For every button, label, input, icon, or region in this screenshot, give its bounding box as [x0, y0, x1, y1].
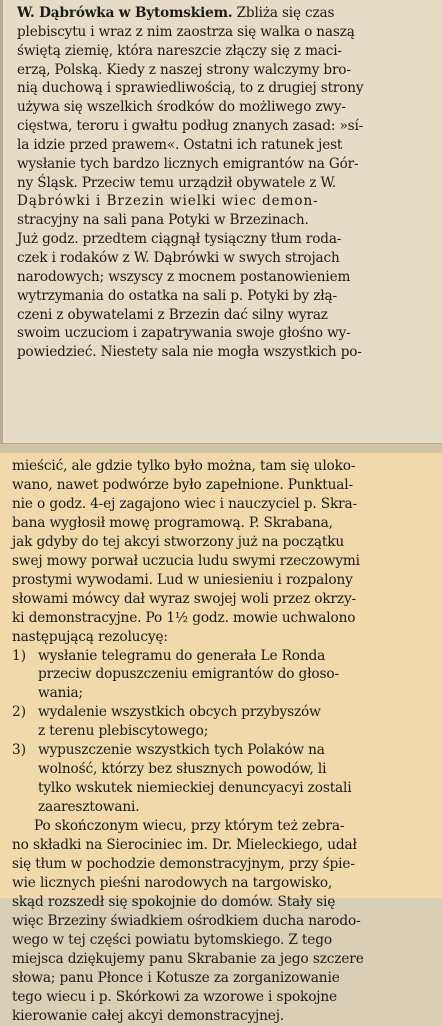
text-line: wytrzymania do ostatka na sali p. Potyki by złą- — [17, 287, 337, 304]
text-line: plebiscytu i wraz z nim zaostrza się walka o naszą — [17, 23, 355, 40]
text-line: mieścić, ale gdzie tylko było można, tam się uloko- — [12, 458, 356, 474]
text-line: Już godz. przedtem ciągnął tysiączny tłum roda- — [17, 231, 342, 248]
text-line: skąd rozszedł się spokojnie do domów. Stały się — [12, 893, 336, 910]
text-line: bana wygłosił mowę programową. P. Skrabana, — [12, 514, 333, 531]
text-line: powiedzieć. Niestety sala nie mogła wszystkich po- — [17, 344, 362, 361]
text-line: nie o godz. 4-ej zagajono wiec i nauczyciel p. Skra- — [12, 495, 358, 512]
text-line: czeni z obywatelami z Brzezin dać silny wyraz — [17, 306, 328, 323]
text-line: słowa; panu Płonce i Kotusze za zorganizowanie — [12, 969, 340, 986]
article-paragraph-top — [17, 4, 436, 362]
text-line: wydalenie wszystkich obcych przybyszów — [38, 704, 321, 721]
text-line: następującą rezolucyę: — [12, 628, 168, 645]
text-line: więc Brzeziny świadkiem ośrodkiem ducha narodo- — [12, 912, 361, 929]
text-line: Po skończonym wiecu, przy którym też zebra- — [34, 818, 345, 835]
text-line: się tłum w pochodzie demonstracyjnym, przy śpie- — [12, 856, 355, 873]
text-line: narodowych; wszyscy z mocnem postanowieniem — [17, 268, 351, 285]
resolution-number: 1) — [12, 647, 27, 664]
article-paragraph-closing — [12, 817, 434, 1025]
headline-rest: Zbliża się czas — [232, 5, 335, 21]
text-line: przeciw dopuszczeniu emigrantów do głoso- — [38, 666, 339, 683]
text-line: Dąbrówki i Brzezin wielki wiec demon- — [17, 193, 319, 210]
text-line: wypuszczenie wszystkich tych Polaków na — [38, 742, 325, 759]
text-line: wego w tej części powiatu bytomskiego. Z tego — [12, 931, 332, 948]
text-line: ki demonstracyjne. Po 1½ godz. mowie uchwalono — [12, 609, 356, 626]
text-line: stracyjny na sali pana Potyki w Brzezinach. — [17, 212, 309, 229]
resolution-item — [12, 647, 434, 704]
resolution-number: 3) — [12, 742, 27, 759]
headline-line — [17, 4, 436, 23]
text-line: wano, nawet podwórze było zapełnione. Punktual- — [12, 476, 354, 493]
text-line: czek i rodaków z W. Dąbrówki w swych strojach — [17, 249, 340, 266]
article-clipping-top — [0, 0, 442, 443]
text-line: prostymi wywodami. Lud w uniesieniu i rozpalony — [12, 571, 353, 588]
article-clipping-bottom — [0, 453, 442, 1024]
article-paragraph-intro — [12, 457, 434, 647]
text-line: wie licznych pieśni narodowych na targowisko, — [12, 874, 333, 891]
text-line: wania; — [38, 685, 83, 702]
text-line: słowami mówcy dał wyraz swojej woli przez okrzy- — [12, 590, 357, 607]
text-line: wysłanie telegramu do generała Le Ronda — [38, 647, 326, 664]
text-line: cięstwa, teroru i gwałtu podług znanych zasad: »sí- — [17, 118, 364, 135]
text-line: wysłanie tych bardzo licznych emigrantów na Gór- — [17, 155, 359, 172]
text-line: z terenu plebiscytowego; — [38, 723, 209, 740]
text-line: kierowanie całej akcyi demonstracyjnej. — [12, 1007, 285, 1024]
resolution-text — [38, 647, 434, 704]
text-line: jak gdyby do tej akcyi stworzony już na początku — [12, 533, 345, 550]
text-line: miejsca dziękujemy panu Skrabanie za jego szczere — [12, 950, 364, 967]
text-line: erzą, Polską. Kiedy z naszej strony walczymy bro- — [17, 61, 351, 78]
text-line: nią duchową i sprawiedliwością, to z drugiej strony — [17, 80, 364, 97]
text-line: świętą ziemię, która nareszcie złączy się z maci- — [17, 42, 342, 59]
text-line: ny Śląsk. Przeciw temu urządził obywatele z W. — [17, 174, 337, 191]
text-line: swoim uczuciom i zapatrywania swoje głośno wy- — [17, 325, 351, 342]
text-line: tylko wskutek niemieckiej denuncyacyi zostali — [38, 780, 352, 797]
resolution-text — [38, 703, 434, 741]
text-line: używa się wszelkich środków do możliwego zwy- — [17, 99, 346, 116]
resolution-item — [12, 703, 434, 741]
text-line: tego wiecu i p. Skórkowi za wzorowe i spokojne — [12, 988, 337, 1005]
text-line: no składki na Sierociniec im. Dr. Mieleckiego, udał — [12, 837, 357, 854]
article-headline: W. Dąbrówka w Bytomskiem. — [17, 5, 233, 21]
text-line: wolność, którzy bez słusznych powodów, li — [38, 761, 327, 778]
resolution-text — [38, 741, 434, 817]
text-line: zaaresztowani. — [38, 799, 140, 816]
resolution-item — [12, 741, 434, 817]
text-line: swej mowy porwał uczucia ludu swymi rzeczowymi — [12, 552, 360, 569]
resolution-list — [12, 647, 434, 818]
resolution-number: 2) — [12, 704, 27, 721]
text-line: la idzie przed prawem«. Ostatni ich ratunek jest — [17, 136, 343, 153]
